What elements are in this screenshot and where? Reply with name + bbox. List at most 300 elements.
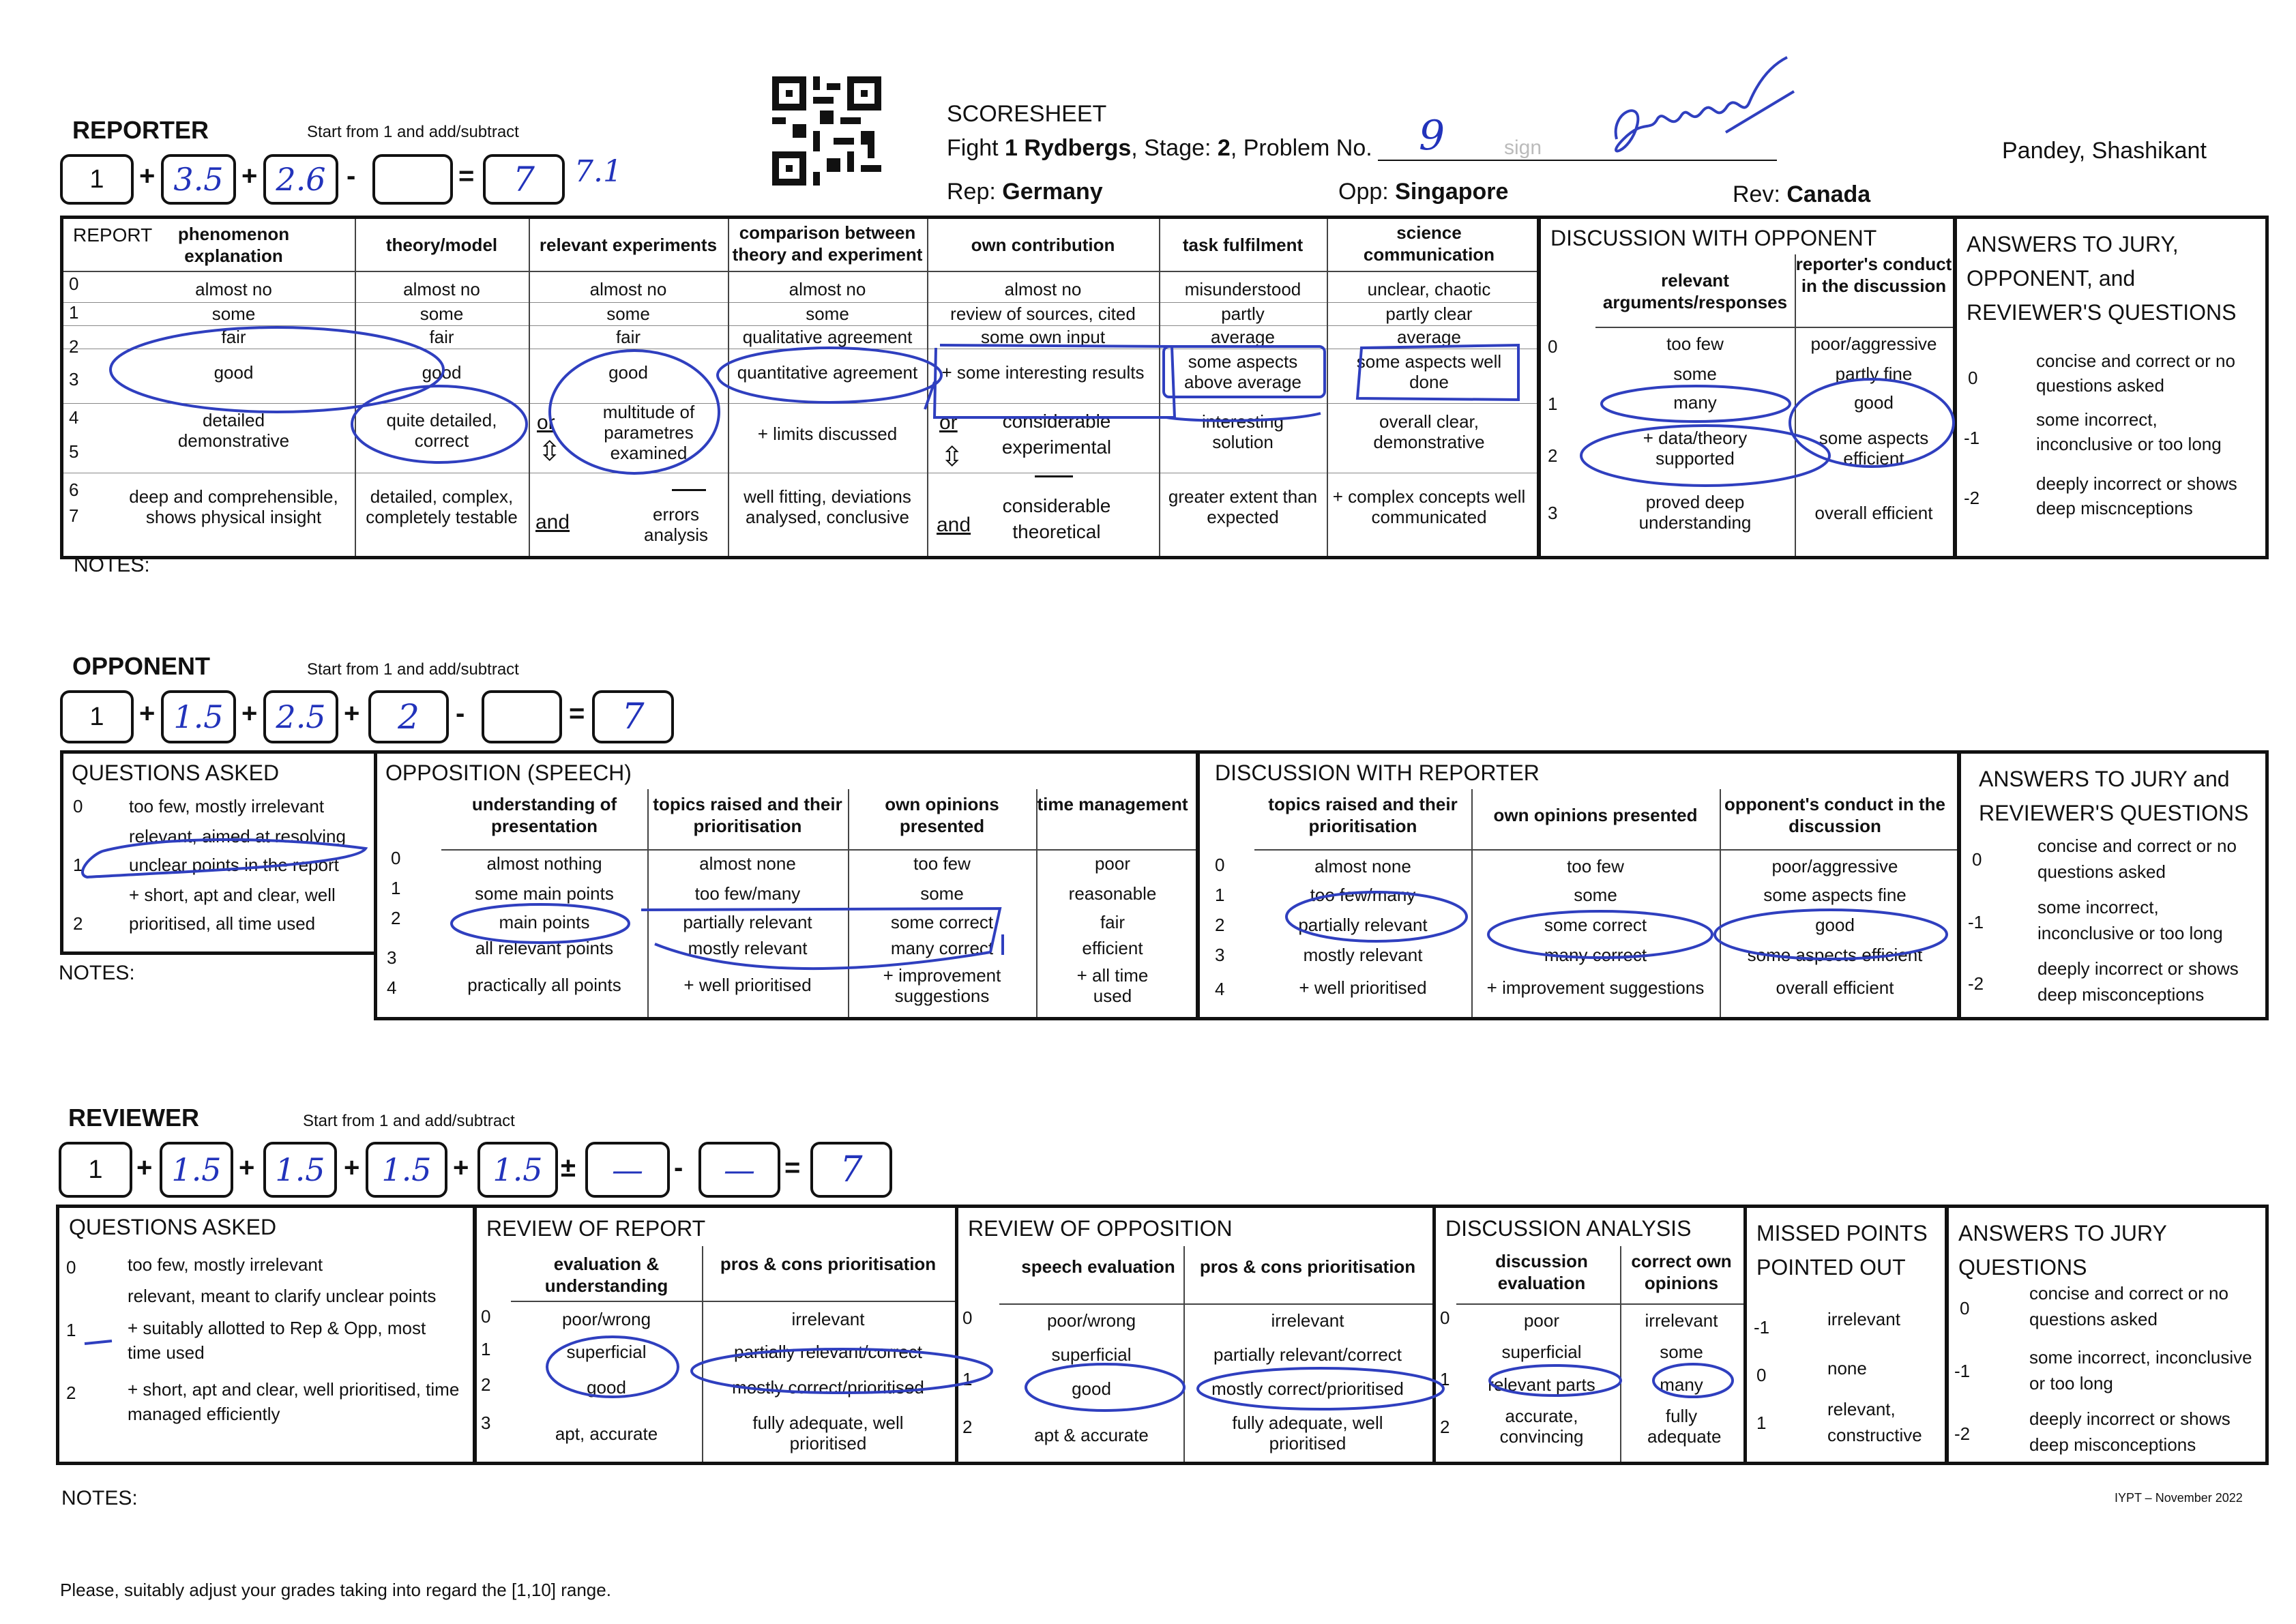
cell[interactable]: proved deep understanding <box>1638 492 1752 533</box>
cell[interactable]: deep and comprehensible, shows physical insight <box>129 486 338 527</box>
cell[interactable]: interesting solution <box>1202 411 1284 452</box>
column-head: topics raised and their prioritisation <box>653 794 842 836</box>
question-number: 2 <box>66 1383 76 1403</box>
cell[interactable]: mostly correct/prioritised <box>732 1377 924 1398</box>
answer-option[interactable]: concise and correct or no questions asked <box>2037 836 2237 882</box>
opponent-grade-3-box[interactable] <box>368 690 449 743</box>
plus-sign: + <box>241 161 258 191</box>
cell[interactable]: some aspects efficient <box>1819 428 1929 469</box>
missed-points <box>1743 1205 1948 1465</box>
row-number: 4 <box>1215 979 1225 999</box>
cell[interactable]: poor/wrong <box>561 1309 651 1329</box>
answer-number: -2 <box>1964 488 1980 508</box>
opponent-base: 1 <box>89 703 104 731</box>
row-number: 1 <box>69 302 79 323</box>
answer-option[interactable]: some incorrect, inconclusive or too long <box>2037 897 2223 943</box>
section-title: DISCUSSION WITH OPPONENT <box>1550 226 1877 250</box>
row-number: 3 <box>481 1413 491 1433</box>
cell[interactable]: fully adequate, well prioritised <box>1232 1413 1383 1453</box>
opponent-grade-4-box[interactable] <box>482 690 562 743</box>
cell[interactable]: partly clear <box>1385 304 1473 324</box>
report-col-experiments <box>529 219 728 556</box>
cell[interactable]: fair <box>221 327 246 347</box>
cell[interactable]: some <box>920 883 964 904</box>
row-number: 1 <box>1215 885 1225 905</box>
reviewer-grade-2-box[interactable] <box>263 1142 337 1198</box>
minus-sign: - <box>456 698 465 728</box>
cell[interactable]: some aspects efficient <box>1747 945 1923 965</box>
section-title: QUESTIONS ASKED <box>69 1215 277 1239</box>
reporter-title: REPORTER <box>72 116 209 144</box>
cell[interactable]: some <box>606 304 650 324</box>
opponent-grade-2: 2.5 <box>276 698 326 735</box>
rev-label: Rev: <box>1733 181 1780 207</box>
question-option[interactable]: + short, apt and clear, well prioritised, time managed efficiently <box>128 1379 460 1424</box>
review-of-report <box>473 1205 962 1465</box>
question-option[interactable]: prioritised, all time used <box>129 913 316 934</box>
row-number: 1 <box>1440 1369 1450 1389</box>
cell[interactable]: errors analysis <box>644 504 708 545</box>
missed-number: 1 <box>1756 1413 1767 1433</box>
reviewer-grade-1: 1.5 <box>171 1151 222 1188</box>
cell[interactable]: too few <box>1567 856 1624 876</box>
cell[interactable]: some <box>1660 1342 1703 1362</box>
cell[interactable]: + improvement suggestions <box>883 965 1001 1006</box>
cell[interactable]: good <box>1815 915 1855 935</box>
cell[interactable]: good <box>1854 392 1894 413</box>
missed-option[interactable]: relevant, constructive <box>1827 1399 1922 1445</box>
cell[interactable]: fair <box>429 327 454 347</box>
divider <box>1035 475 1073 477</box>
opponent-grade-2-box[interactable] <box>263 690 338 743</box>
cell[interactable]: misunderstood <box>1184 279 1301 299</box>
cell[interactable]: fair <box>1100 912 1125 932</box>
cell[interactable]: + improvement suggestions <box>1486 977 1705 998</box>
column-head: opponent's conduct in the discussion <box>1724 794 1945 836</box>
cell[interactable]: almost no <box>589 279 667 299</box>
version-label: IYPT – November 2022 <box>2115 1491 2243 1505</box>
cell[interactable]: considerable experimental <box>1001 411 1112 458</box>
opponent-answers <box>1958 750 2269 1020</box>
cell[interactable]: many correct <box>1544 945 1647 965</box>
cell[interactable]: apt, accurate <box>555 1423 658 1444</box>
minus-sign: - <box>674 1153 683 1183</box>
missed-option[interactable]: irrelevant <box>1827 1309 1900 1329</box>
cell[interactable]: partially relevant <box>683 912 812 932</box>
opponent-total-box[interactable] <box>592 690 674 743</box>
reviewer-answers <box>1945 1205 2269 1465</box>
opponent-grade-1-box[interactable] <box>161 690 236 743</box>
cell[interactable]: superficial <box>1501 1342 1582 1362</box>
cell[interactable]: main points <box>499 912 590 932</box>
cell[interactable]: poor/aggressive <box>1810 334 1937 354</box>
report-col-theory <box>355 219 529 556</box>
row-number: 7 <box>69 505 79 526</box>
row-number: 2 <box>481 1374 491 1395</box>
cell[interactable]: unclear, chaotic <box>1367 279 1491 299</box>
cell[interactable]: some aspects well done <box>1356 351 1502 392</box>
cell[interactable]: poor/aggressive <box>1771 856 1898 876</box>
column-head: comparison between theory and experiment <box>732 222 923 265</box>
section-title: DISCUSSION ANALYSIS <box>1445 1216 1692 1241</box>
cell[interactable]: fair <box>615 327 641 347</box>
row-number: 0 <box>1440 1308 1450 1328</box>
cell[interactable]: superficial <box>566 1342 647 1362</box>
reviewer-base: 1 <box>88 1155 103 1184</box>
cell[interactable]: mostly correct/prioritised <box>1211 1378 1404 1399</box>
cell[interactable]: + well prioritised <box>683 975 812 995</box>
column-head: evaluation & understanding <box>544 1254 668 1296</box>
cell[interactable]: some <box>806 304 849 324</box>
row-number: 6 <box>69 479 79 500</box>
cell[interactable]: greater extent than expected <box>1168 486 1318 527</box>
plus-sign: + <box>241 698 258 728</box>
column-head: theory/model <box>385 235 498 255</box>
cell[interactable]: almost no <box>1004 279 1082 299</box>
column-head: relevant experiments <box>539 235 718 255</box>
row-number: 2 <box>1215 915 1225 935</box>
cell[interactable]: some correct <box>890 912 994 932</box>
cell[interactable]: relevant parts <box>1488 1374 1595 1395</box>
reporter-answers <box>1954 216 2269 559</box>
section-title: ANSWERS TO JURY QUESTIONS <box>1958 1221 2167 1280</box>
fight-prefix: Fight <box>947 135 999 161</box>
cell[interactable]: many <box>1673 392 1717 413</box>
column-head: topics raised and their prioritisation <box>1268 794 1458 836</box>
cell[interactable]: considerable theoretical <box>1002 495 1111 542</box>
row-number: 3 <box>69 369 79 389</box>
column-head: understanding of presentation <box>471 794 617 836</box>
cell[interactable]: poor/wrong <box>1046 1310 1136 1331</box>
rep-value: Germany <box>1002 179 1103 205</box>
opp-label: Opp: <box>1338 179 1389 205</box>
opp-line <box>1338 179 1508 205</box>
plus-sign: + <box>136 1153 153 1183</box>
reviewer-total-box[interactable] <box>810 1142 892 1198</box>
answer-option[interactable]: some incorrect, inconclusive or too long <box>2036 409 2222 454</box>
cell[interactable]: average <box>1211 327 1275 347</box>
column-head: time management <box>1037 794 1188 814</box>
cell[interactable]: well fitting, deviations analysed, conclusive <box>744 486 911 527</box>
equals-sign: = <box>784 1153 801 1183</box>
question-number: 1 <box>66 1320 76 1340</box>
cell[interactable]: irrelevant <box>1271 1310 1344 1331</box>
cell[interactable]: overall efficient <box>1776 977 1894 998</box>
row-number: 1 <box>391 878 401 898</box>
cell[interactable]: some correct <box>1544 915 1647 935</box>
section-title: QUESTIONS ASKED <box>72 761 280 785</box>
reporter-base: 1 <box>89 165 104 194</box>
row-number: 1 <box>962 1369 973 1389</box>
cell[interactable]: almost none <box>699 853 796 874</box>
reviewer-total: 7 <box>840 1149 863 1190</box>
rev-line <box>1733 181 1870 208</box>
row-number: 3 <box>1548 503 1558 523</box>
reviewer-grade-1-box[interactable] <box>160 1142 233 1198</box>
row-number: 1 <box>481 1339 491 1359</box>
section-title: ANSWERS TO JURY, OPPONENT, and REVIEWER'S QUESTIONS <box>1967 232 2237 325</box>
plus-sign: + <box>344 698 360 728</box>
cell[interactable]: qualitative agreement <box>742 327 913 347</box>
cell[interactable]: + complex concepts well communicated <box>1332 486 1526 527</box>
cell[interactable]: good <box>422 362 462 383</box>
column-head: correct own opinions <box>1631 1251 1732 1293</box>
opp-value: Singapore <box>1395 179 1509 205</box>
question-number: 0 <box>66 1257 76 1278</box>
answer-option[interactable]: deeply incorrect or shows deep miscnceptions <box>2036 473 2237 518</box>
reporter-grade-1-box[interactable] <box>161 154 236 205</box>
cell[interactable]: irrelevant <box>791 1309 865 1329</box>
cell[interactable]: too few/many <box>1310 885 1416 905</box>
answer-option[interactable]: deeply incorrect or shows deep misconceptions <box>2029 1408 2231 1455</box>
cell[interactable]: + well prioritised <box>1299 977 1427 998</box>
cell[interactable]: quite detailed, correct <box>386 410 497 451</box>
row-number: 2 <box>391 908 401 928</box>
report-col-communication <box>1327 219 1531 556</box>
cell[interactable]: partly fine <box>1835 364 1913 384</box>
answer-option[interactable]: concise and correct or no questions asked <box>2029 1283 2228 1329</box>
answer-number: 0 <box>1968 368 1978 388</box>
answer-number: -1 <box>1954 1361 1971 1381</box>
report-col-phenomenon <box>113 219 355 556</box>
reviewer-grade-5-box[interactable] <box>585 1142 670 1198</box>
reporter-hint: Start from 1 and add/subtract <box>307 123 519 141</box>
opponent-questions <box>60 750 381 955</box>
reviewer-grade-3: 1.5 <box>381 1151 432 1188</box>
opposition-speech <box>374 750 1199 1020</box>
reporter-grade-3-box[interactable] <box>372 154 453 205</box>
answer-number: 0 <box>1972 849 1982 870</box>
opponent-hint: Start from 1 and add/subtract <box>307 660 519 679</box>
cell[interactable]: poor <box>1094 853 1131 874</box>
row-number: 0 <box>69 274 79 294</box>
cell[interactable]: partly <box>1221 304 1265 324</box>
plus-sign: + <box>139 161 156 191</box>
cell[interactable]: all relevant points <box>475 938 614 958</box>
cell[interactable]: some <box>211 304 256 324</box>
report-col-own-contribution <box>927 219 1159 556</box>
column-head: phenomenon explanation <box>177 224 290 266</box>
plus-sign: + <box>453 1153 469 1183</box>
report-table-label: REPORT <box>73 224 153 246</box>
cell[interactable]: overall clear, demonstrative <box>1373 411 1485 452</box>
answer-number: -1 <box>1964 428 1980 448</box>
cell[interactable]: accurate, convincing <box>1499 1406 1584 1447</box>
row-number: 0 <box>481 1306 491 1327</box>
cell[interactable]: poor <box>1523 1310 1560 1331</box>
opponent-base-box <box>60 690 134 743</box>
cell[interactable]: overall efficient <box>1814 503 1933 523</box>
question-option[interactable]: + short, apt and clear, well <box>129 885 336 905</box>
reviewer-hint: Start from 1 and add/subtract <box>303 1112 515 1130</box>
reviewer-grade-4-box[interactable] <box>477 1142 558 1198</box>
answer-number: -2 <box>1968 973 1984 994</box>
cell[interactable]: irrelevant <box>1645 1310 1718 1331</box>
cell[interactable]: too few/many <box>694 883 801 904</box>
cell[interactable]: some <box>1574 885 1617 905</box>
missed-option[interactable]: none <box>1827 1358 1867 1378</box>
reporter-notes: NOTES: <box>74 554 150 576</box>
row-number: 1 <box>1548 394 1558 414</box>
cell[interactable]: good <box>1072 1378 1111 1399</box>
rep-label: Rep: <box>947 179 996 205</box>
discussion-analysis <box>1432 1205 1750 1465</box>
column-head: discussion evaluation <box>1495 1251 1588 1293</box>
cell[interactable]: efficient <box>1082 938 1143 958</box>
cell[interactable]: detailed demonstrative <box>177 410 290 451</box>
cell[interactable]: almost nothing <box>486 853 602 874</box>
plus-sign: + <box>139 698 156 728</box>
answer-number: 0 <box>1960 1298 1970 1318</box>
cell[interactable]: too few <box>913 853 971 874</box>
cell[interactable]: good <box>608 362 648 383</box>
reporter-total-correction: 7.1 <box>574 154 622 189</box>
reporter-grade-1: 3.5 <box>173 161 224 198</box>
rev-value: Canada <box>1786 181 1871 207</box>
cell[interactable]: some <box>420 304 464 324</box>
reviewer-grade-2: 1.5 <box>275 1151 325 1188</box>
question-option[interactable]: relevant, meant to clarify unclear points <box>128 1286 437 1306</box>
cell[interactable]: + limits discussed <box>757 424 898 444</box>
cell[interactable]: mostly relevant <box>1303 945 1423 965</box>
question-number: 1 <box>73 855 83 875</box>
answer-number: -2 <box>1954 1423 1971 1444</box>
cell[interactable]: almost no <box>195 279 272 299</box>
cell[interactable]: superficial <box>1051 1344 1132 1365</box>
cell[interactable]: partially relevant <box>1298 915 1428 935</box>
row-number: 2 <box>1548 445 1558 466</box>
opponent-grade-3: 2 <box>398 697 420 737</box>
cell[interactable]: reasonable <box>1068 883 1157 904</box>
cell[interactable]: + data/theory supported <box>1643 428 1748 469</box>
report-col-task <box>1159 219 1327 556</box>
section-title: OPPOSITION (SPEECH) <box>385 761 632 785</box>
question-option[interactable]: unclear points in the report <box>129 855 339 875</box>
section-title: ANSWERS TO JURY and REVIEWER'S QUESTIONS <box>1979 767 2249 825</box>
cell[interactable]: fully adequate, well prioritised <box>752 1413 904 1453</box>
column-head: relevant arguments/responses <box>1602 270 1788 312</box>
reviewer-questions <box>56 1205 476 1465</box>
reviewer-base-box <box>59 1142 132 1198</box>
row-number: 4 <box>387 977 397 998</box>
equals-sign: = <box>458 161 475 191</box>
sign-label: sign <box>1504 136 1542 159</box>
opponent-total: 7 <box>621 696 645 737</box>
row-number: 2 <box>1440 1417 1450 1437</box>
stage-label: Stage: <box>1144 135 1211 161</box>
cell[interactable]: partially relevant/correct <box>1213 1344 1402 1365</box>
answer-option[interactable]: concise and correct or no questions asked <box>2036 351 2235 396</box>
row-number: 2 <box>69 336 79 357</box>
signature <box>1589 50 1808 166</box>
answer-option[interactable]: deeply incorrect or shows deep misconceptions <box>2037 958 2239 1005</box>
cell[interactable]: some aspects fine <box>1763 885 1907 905</box>
cell[interactable]: good <box>214 362 254 383</box>
fight-number: 1 <box>1005 135 1018 161</box>
column-head: science communication <box>1363 222 1495 265</box>
answer-option[interactable]: some incorrect, inconclusive or too long <box>2029 1347 2252 1393</box>
column-head: speech evaluation <box>1021 1256 1175 1277</box>
cell[interactable]: mostly relevant <box>688 938 808 958</box>
and-label: and <box>535 511 570 533</box>
reporter-total: 7 <box>513 160 535 199</box>
equals-sign: = <box>569 698 585 728</box>
discussion-with-reporter <box>1196 750 1960 1020</box>
section-title: DISCUSSION WITH REPORTER <box>1215 761 1540 785</box>
cell[interactable]: too few <box>1666 334 1724 354</box>
row-number: 0 <box>962 1308 973 1328</box>
and-label: and <box>937 514 971 536</box>
question-option[interactable]: too few, mostly irrelevant <box>129 796 325 816</box>
cell[interactable]: some main points <box>475 883 614 904</box>
cell[interactable]: almost none <box>1314 856 1411 876</box>
column-head: pros & cons prioritisation <box>720 1254 937 1274</box>
cell[interactable]: good <box>587 1377 626 1398</box>
reviewer-grade-3-box[interactable] <box>366 1142 447 1198</box>
cell[interactable]: many correct <box>890 938 994 958</box>
opponent-title: OPPONENT <box>72 652 211 680</box>
cell[interactable]: many <box>1660 1374 1703 1395</box>
reviewer-grade-6-box[interactable] <box>698 1142 780 1198</box>
missed-number: 0 <box>1756 1365 1767 1385</box>
stage-value: 2 <box>1217 135 1231 161</box>
cell[interactable]: apt & accurate <box>1034 1425 1149 1445</box>
question-option[interactable]: relevant, aimed at resolving <box>129 826 346 846</box>
reviewer-title: REVIEWER <box>68 1104 200 1132</box>
minus-sign: - <box>347 161 356 191</box>
opponent-grade-1: 1.5 <box>173 698 224 735</box>
question-option[interactable]: too few, mostly irrelevant <box>128 1254 323 1275</box>
scoresheet-title: SCORESHEET <box>947 101 1107 127</box>
divider <box>672 489 706 491</box>
updown-arrow-icon: ⇳ <box>538 437 561 467</box>
cell[interactable]: some own input <box>980 327 1106 347</box>
review-of-opposition <box>955 1205 1439 1465</box>
cell[interactable]: some <box>1673 364 1717 384</box>
reporter-total-box[interactable] <box>483 154 565 205</box>
column-head: pros & cons prioritisation <box>1199 1256 1416 1277</box>
cell[interactable]: average <box>1397 327 1461 347</box>
column-head: own contribution <box>971 235 1115 255</box>
cell[interactable]: + all time used <box>1076 965 1149 1006</box>
opponent-notes: NOTES: <box>59 962 135 984</box>
cell[interactable]: multitude of parametres examined <box>602 402 695 463</box>
plus-minus-sign: ± <box>561 1153 576 1183</box>
cell[interactable]: partially relevant/correct <box>734 1342 922 1362</box>
question-option[interactable]: + suitably allotted to Rep & Opp, most time used <box>128 1318 426 1363</box>
cell[interactable]: review of sources, cited <box>950 304 1136 324</box>
reporter-grade-2: 2.6 <box>276 161 326 198</box>
cell[interactable]: + some interesting results <box>941 362 1145 383</box>
plus-sign: + <box>239 1153 255 1183</box>
cell[interactable]: quantitative agreement <box>737 362 918 383</box>
discussion-with-opponent <box>1537 216 1956 559</box>
cell[interactable]: some aspects above average <box>1183 351 1302 392</box>
cell[interactable]: fully adequate <box>1647 1406 1722 1447</box>
problem-value: 9 <box>1419 112 1445 160</box>
cell[interactable]: practically all points <box>467 975 621 995</box>
updown-arrow-icon: ⇳ <box>941 442 964 472</box>
row-number: 2 <box>962 1417 973 1437</box>
row-number: 0 <box>1215 855 1225 875</box>
reporter-grade-2-box[interactable] <box>263 154 338 205</box>
cell[interactable]: detailed, complex, completely testable <box>366 486 518 527</box>
cell[interactable]: almost no <box>403 279 480 299</box>
question-number: 2 <box>73 913 83 934</box>
fight-team: Rydbergs <box>1024 135 1132 161</box>
section-title: REVIEW OF REPORT <box>486 1216 706 1241</box>
cell[interactable]: almost no <box>789 279 866 299</box>
